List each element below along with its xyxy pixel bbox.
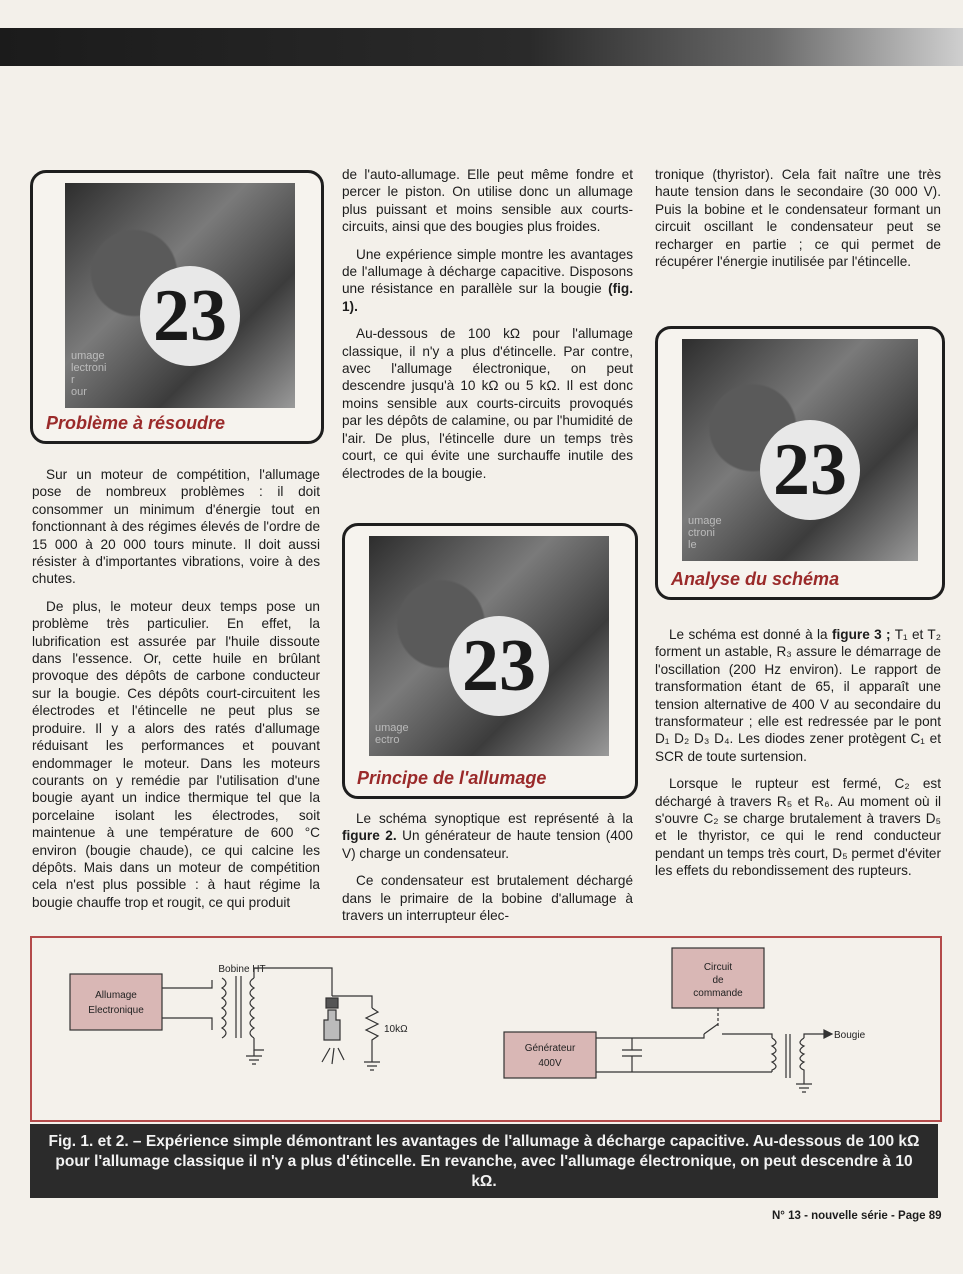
wire (254, 968, 332, 1050)
generator-box (504, 1032, 596, 1078)
coil-secondary (800, 1038, 804, 1078)
photo-watermark: umage ctroni le (688, 515, 722, 551)
text: Le schéma est donné à la (669, 627, 828, 642)
paragraph (655, 626, 941, 765)
motorcycle-photo (369, 536, 609, 756)
paragraph: Ce condensateur est brutalement déchargé dans le primaire de la bobine d'allumage à travers un interrupteur élec- (342, 873, 633, 924)
spark-plug-cap (326, 998, 338, 1008)
spark-plug (324, 1010, 340, 1040)
text: Un générateur de haute tension (400 V) charge un condensateur. (342, 828, 633, 861)
generator-label-2: 400V (538, 1058, 562, 1069)
wire (162, 980, 212, 1030)
race-number: 23 (140, 266, 240, 366)
circuit-diagrams (32, 938, 940, 1120)
paragraph: tronique (thyristor). Cela fait naître une très haute tension dans le secondaire (30 000 V). Puis la bobine et le condensateur formant un circuit oscillant le condensateur peut se recharger en partie ; ce qui permet de récupérer l'énergie inutilisée par l'étincelle. (655, 167, 941, 270)
output-label: Bougie (834, 1030, 866, 1041)
paragraph: de l'auto-allumage. Elle peut même fondre et percer le piston. On utilise donc un allumage plus puissant et moins sensible aux courts-circuits, ainsi que des bougies plus froides. (342, 167, 633, 235)
race-number: 23 (760, 420, 860, 520)
coil-primary (222, 978, 226, 1038)
paragraph (342, 810, 633, 862)
ground-symbol (364, 1058, 380, 1070)
coil-secondary (250, 978, 254, 1038)
ignition-label-1: Allumage (95, 990, 137, 1001)
resistor-label: 10kΩ (384, 1024, 408, 1035)
resistor (366, 1008, 378, 1058)
middle-text-column-bottom (342, 810, 633, 934)
wire (596, 1034, 772, 1072)
control-label-2: de (712, 975, 724, 986)
fig-ref: (fig. 1). (342, 281, 634, 314)
race-number: 23 (449, 616, 549, 716)
ground-symbol (796, 1078, 812, 1092)
photo-box-principe (342, 523, 638, 799)
figure-caption: Fig. 1. et 2. – Expérience simple démontrant les avantages de l'allumage à décharge capacitive. Au-dessous de 100 kΩ pour l'allumage classique il n'y a plus d'étincelle. En revanche, avec l'allumage électronique, on peut descendre à 10 kΩ. (30, 1124, 938, 1198)
left-text-column (32, 466, 320, 921)
photo-box-probleme (30, 170, 324, 444)
photo-watermark: umage lectroni r our (71, 350, 107, 398)
fig-ref: figure 2. (342, 828, 397, 844)
photo-box-analyse (655, 326, 945, 600)
wire (804, 1034, 824, 1038)
section-title-principe: Principe de l'allumage (357, 768, 547, 788)
ground-symbol (246, 1050, 262, 1064)
switch (704, 1024, 772, 1038)
section-title-analyse: Analyse du schéma (671, 569, 840, 589)
paragraph: Au-dessous de 100 kΩ pour l'allumage classique, il n'y a plus d'étincelle. Par contre, avec l'allumage électronique, on peut descendre jusqu'à 10 kΩ ou 5 kΩ. Il est donc moins sensible aux courts-circuits provoqués par les dépôts de calamine, ou par l'humidité de l'air. De plus, l'étincelle dure un temps très court, ce qui évite une surchauffe inutile des électrodes de la bougie. (342, 326, 633, 481)
text: T₁ et T₂ forment un astable, R₃ assure le démarrage de l'oscillation (200 Hz environ). Le rapport de transformation étant de 65, il apparaît une tension alternative de 400 V au secondaire du transformateur ; elle est redressée par le pont D₁ D₂ D₃ D₄. Les diodes zener protègent C₁ et SCR de toute surtension. (655, 627, 941, 764)
paragraph: Lorsque le rupteur est fermé, C₂ est déchargé à travers R₅ et R₆. Au moment où il s'ouvre C₂ se charge brutalement à travers D₅ et le thyristor, ce qui le rend conducteur pendant un temps très court, D₅ permet d'éviter les effets du rebondissement des rupteurs. (655, 776, 941, 879)
coil-label: Bobine HT (218, 964, 266, 975)
generator-label-1: Générateur (524, 1043, 576, 1054)
right-text-column-bottom (655, 626, 941, 890)
ignition-box (70, 974, 162, 1030)
paragraph: De plus, le moteur deux temps pose un problème très particulier. En effet, la lubrification est assurée par l'huile dissoute dans l'essence. Or, cette huile en brûlant provoque des dépôts de carbone conducteur sur la bougie. Ces dépôts court-circuitent les électrodes et l'étincelle ne peut plus se produire. Il y a alors des ratés d'allumage réduisant les performances et pouvant endommager le moteur. Dans les moteurs courants on y remédie par l'utilisation d'une bougie ayant un indice thermique tel que la porcelaine isolant les électrodes, soit maintenue à une température de 600 °C environ (bougie chaude), ce qui calcine les dépôts. Mais dans un moteur de compétition cela n'est plus possible : à haut régime la bougie chauffe trop et rougit, ce qui produit (32, 598, 320, 910)
spark (322, 1048, 344, 1064)
coil-primary (772, 1038, 776, 1072)
text: Le schéma synoptique est représenté à la (356, 811, 633, 826)
photo-watermark: umage ectro (375, 722, 409, 746)
paragraph: Sur un moteur de compétition, l'allumage pose de nombreux problèmes : il doit consommer un minimum d'énergie tout en fonctionnant à des régimes élevés de l'ordre de 15 000 à 20 000 tours minute. Il doit aussi résister à d'importantes vibrations, voire à des chutes. (32, 467, 320, 587)
control-label-3: commande (693, 988, 743, 999)
text: Une expérience simple montre les avantages de l'allumage à décharge capacitive. Disposons une résistance en parallèle sur la bougie (342, 246, 633, 297)
motorcycle-photo (682, 339, 918, 561)
arrow-head (824, 1030, 832, 1038)
control-label-1: Circuit (703, 962, 733, 973)
ignition-label-2: Electronique (88, 1005, 144, 1016)
motorcycle-photo (65, 183, 295, 408)
page-footer: N° 13 - nouvelle série - Page 89 (772, 1210, 942, 1222)
paragraph (342, 246, 633, 316)
top-header-band (0, 28, 963, 66)
right-text-column-top (655, 166, 941, 280)
fig-ref: figure 3 ; (832, 627, 891, 642)
capacitor (622, 1038, 642, 1072)
section-title-probleme: Problème à résoudre (46, 413, 226, 433)
figure-frame (30, 936, 942, 1122)
middle-text-column-top (342, 166, 633, 492)
